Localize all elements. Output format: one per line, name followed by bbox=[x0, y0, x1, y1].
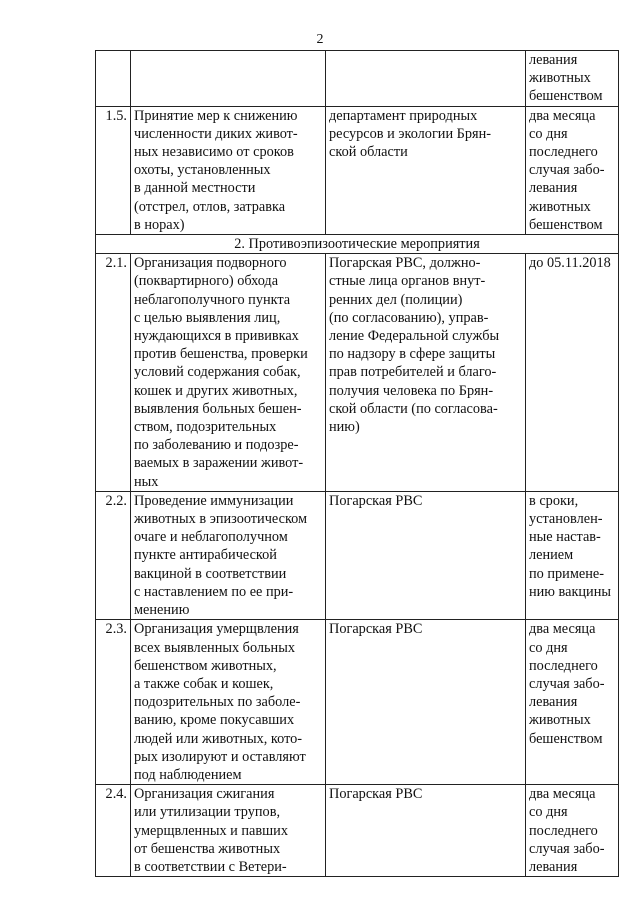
responsible-cell: Погарская РВС bbox=[326, 491, 526, 619]
deadline-cell: до 05.11.2018 bbox=[526, 254, 619, 492]
measures-table bbox=[95, 50, 619, 877]
measure-cell: Организация подворного (поквартирного) обхода неблагополучного пункта с целью выявления лиц, нуждающихся в прививках против бешенства, проверки условий содержания собак, кошек и других животных, выявления больных бешен- ством, подозрительных по заболеванию и подозре- ваемых в заражении живот- ных bbox=[131, 254, 326, 492]
responsible-cell: департамент природных ресурсов и экологии Брян- ской области bbox=[326, 106, 526, 234]
measure-cell: Организация умерщвления всех выявленных больных бешенством животных, а также собак и кошек, подозрительных по заболе- ванию, кроме покусавших людей или животных, кото- рых изолируют и оставляют под наблюдением bbox=[131, 620, 326, 785]
measure-cell: Организация сжигания или утилизации трупов, умерщвленных и павших от бешенства животных в соответствии с Ветери- bbox=[131, 785, 326, 877]
row-number: 2.4. bbox=[96, 785, 131, 877]
row-number: 2.3. bbox=[96, 620, 131, 785]
row-number bbox=[96, 51, 131, 107]
measure-cell: Принятие мер к снижению численности диких живот- ных независимо от сроков охоты, установленных в данной местности (отстрел, отлов, затравка в норах) bbox=[131, 106, 326, 234]
table-row bbox=[96, 254, 619, 492]
deadline-cell: в сроки, установлен- ные настав- лением по примене- нию вакцины bbox=[526, 491, 619, 619]
responsible-cell bbox=[326, 51, 526, 107]
table-row bbox=[96, 785, 619, 877]
measure-cell bbox=[131, 51, 326, 107]
responsible-cell: Погарская РВС, должно- стные лица органов внут- ренних дел (полиции) (по согласованию), управ- ление Федеральной службы по надзору в сфере защиты прав потребителей и благо- получия человека по Брян- ской области (по согласова- нию) bbox=[326, 254, 526, 492]
table-row bbox=[96, 106, 619, 234]
table-row bbox=[96, 620, 619, 785]
measure-cell: Проведение иммунизации животных в эпизоотическом очаге и неблагополучном пункте антирабической вакциной в соответствии с наставлением по ее при- менению bbox=[131, 491, 326, 619]
row-number: 1.5. bbox=[96, 106, 131, 234]
table-row bbox=[96, 491, 619, 619]
deadline-cell: два месяца со дня последнего случая забо- левания bbox=[526, 785, 619, 877]
responsible-cell: Погарская РВС bbox=[326, 785, 526, 877]
section-title: 2. Противоэпизоотические мероприятия bbox=[96, 235, 619, 254]
deadline-cell: два месяца со дня последнего случая забо- левания животных бешенством bbox=[526, 620, 619, 785]
row-number: 2.2. bbox=[96, 491, 131, 619]
deadline-cell: два месяца со дня последнего случая забо- левания животных бешенством bbox=[526, 106, 619, 234]
page-number: 2 bbox=[316, 32, 324, 47]
section-header-row bbox=[96, 235, 619, 254]
row-number: 2.1. bbox=[96, 254, 131, 492]
responsible-cell: Погарская РВС bbox=[326, 620, 526, 785]
table-row-continuation bbox=[96, 51, 619, 107]
deadline-cell: левания животных бешенством bbox=[526, 51, 619, 107]
